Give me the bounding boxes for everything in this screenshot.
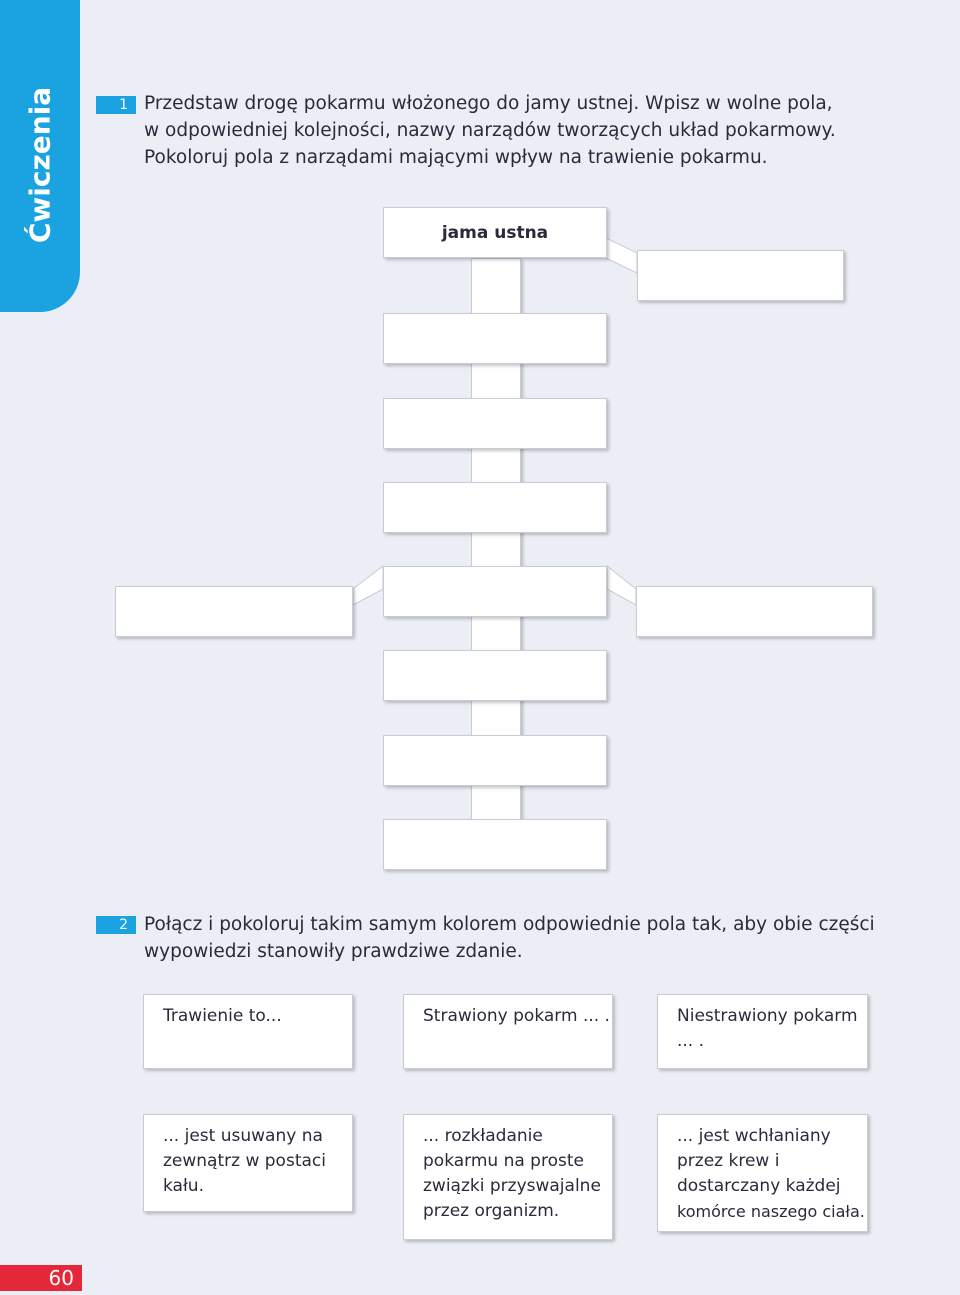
exercise-1-number: 1	[96, 96, 136, 114]
card-text-line: Strawiony pokarm ... .	[423, 1006, 610, 1026]
organ-box-7[interactable]	[383, 735, 607, 786]
organ-box-2[interactable]	[383, 313, 607, 364]
card-text-line: ... .	[677, 1031, 705, 1051]
organ-box-5[interactable]	[383, 566, 607, 617]
card-text-line: ... jest wchłaniany	[677, 1126, 831, 1146]
organ-box-mouth	[383, 207, 607, 258]
card-text-line: zewnątrz w postaci	[163, 1151, 326, 1171]
sentence-start-card-2[interactable]	[403, 994, 613, 1069]
connector-left-gland	[353, 566, 383, 605]
card-text-line: komórce naszego ciała.	[677, 1202, 865, 1221]
card-text-line: Trawienie to...	[163, 1006, 282, 1026]
sentence-start-card-1[interactable]	[143, 994, 353, 1069]
card-text-line: Niestrawiony pokarm	[677, 1006, 858, 1026]
sentence-end-card-3[interactable]	[657, 1114, 868, 1232]
card-text-line: przez organizm.	[423, 1201, 560, 1221]
organ-box-3[interactable]	[383, 398, 607, 449]
card-text-line: związki przyswajalne	[423, 1176, 601, 1196]
sentence-start-card-3[interactable]	[657, 994, 868, 1069]
instruction-line: w odpowiedniej kolejności, nazwy narządów tworzących układ pokarmowy.	[144, 120, 836, 141]
card-text-line: ... rozkładanie	[423, 1126, 543, 1146]
organ-box-8[interactable]	[383, 819, 607, 870]
instruction-line: Przedstaw drogę pokarmu włożonego do jamy ustnej. Wpisz w wolne pola,	[144, 93, 833, 114]
page-number: 60	[0, 1265, 82, 1291]
card-text-line: ... jest usuwany na	[163, 1126, 323, 1146]
instruction-line: Pokoloruj pola z narządami mającymi wpływ na trawienie pokarmu.	[144, 147, 768, 168]
sentence-end-card-1[interactable]	[143, 1114, 353, 1212]
organ-box-6[interactable]	[383, 650, 607, 701]
exercise-2-number: 2	[96, 916, 136, 934]
instruction-line: Połącz i pokoloruj takim samym kolorem odpowiednie pola tak, aby obie części	[144, 914, 875, 935]
exercise-2-instruction	[144, 911, 875, 965]
connector-salivary	[606, 238, 637, 273]
card-text-line: przez krew i	[677, 1151, 780, 1171]
organ-box-4[interactable]	[383, 482, 607, 533]
organ-box-label: jama ustna	[441, 222, 549, 243]
section-tab-label: Ćwiczenia	[23, 86, 57, 244]
organ-box-side-right[interactable]	[636, 586, 873, 637]
card-text-line: pokarmu na proste	[423, 1151, 584, 1171]
organ-box-side-left[interactable]	[115, 586, 353, 637]
sentence-end-card-2[interactable]	[403, 1114, 613, 1240]
card-text-line: dostarczany każdej	[677, 1176, 841, 1196]
instruction-line: wypowiedzi stanowiły prawdziwe zdanie.	[144, 941, 523, 962]
connector-right-gland	[607, 566, 636, 605]
card-text-line: kału.	[163, 1176, 204, 1196]
organ-box-side-top[interactable]	[637, 250, 844, 301]
